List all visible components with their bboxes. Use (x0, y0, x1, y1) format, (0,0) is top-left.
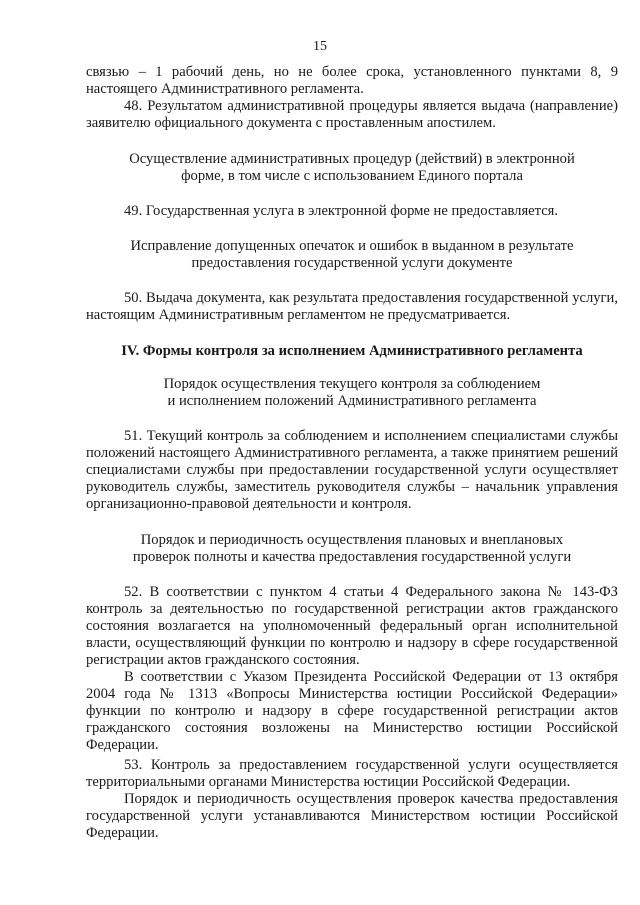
heading-periodic-checks: Порядок и периодичность осуществления плановых и внеплановых проверок полноты и качества предоставления государственной услуги (132, 532, 572, 565)
paragraph-48: 48. Результатом административной процедуры является выдача (направление) заявителю официального документа с проставленным апостилем. (86, 98, 618, 131)
paragraph-50: 50. Выдача документа, как результата предоставления государственной услуги, настоящим Административным регламентом не предусматривается. (86, 290, 618, 323)
paragraph-continuation: связью – 1 рабочий день, но не более срока, установленного пунктами 8, 9 настоящего Административного регламента. (86, 64, 618, 97)
paragraph-53: 53. Контроль за предоставлением государственной услуги осуществляется территориальными органами Министерства юстиции Российской Федерации. Порядок и периодичность осуществления проверок качества предоставления государственной услуги устанавливаются Министерством юстиции Российской Федерации. (86, 757, 618, 841)
section-iv-title: IV. Формы контроля за исполнением Административного регламента (121, 343, 583, 359)
paragraph-52: 52. В соответствии с пунктом 4 статьи 4 Федерального закона № 143-ФЗ контроль за деятельностью по государственной регистрации актов гражданского состояния возлагается на уполномоченный федеральный орган исполнительной власти, осуществляющий функции по контролю и надзору в сфере государственной регистрации актов гражданского состояния. В соответствии с Указом Президента Российской Федерации от 13 октября 2004 года № 1313 «Вопросы Министерства юстиции Российской Федерации» функции по контролю и надзору в сфере государственной регистрации актов гражданского состояния возложены на Министерство юстиции Российской Федерации. (86, 584, 618, 753)
paragraph-49: 49. Государственная услуга в электронной форме не предоставляется. (124, 203, 559, 219)
heading-electronic-form: Осуществление административных процедур (действий) в электронной форме, в том числе с использованием Единого портала (129, 151, 575, 184)
paragraph-51: 51. Текущий контроль за соблюдением и исполнением специалистами службы положений настоящего Административного регламента, а также принятием решений специалистами службы при предоставлении государственной услуги осуществляет руководитель службы, заместитель руководителя службы – начальник управления организационно-правовой деятельности и контроля. (86, 428, 618, 512)
page-number: 15 (313, 39, 327, 54)
heading-current-control: Порядок осуществления текущего контроля за соблюдением и исполнением положений Административного регламента (163, 376, 541, 409)
heading-correction: Исправление допущенных опечаток и ошибок в выданном в результате предоставления государственной услуги документе (130, 238, 574, 271)
